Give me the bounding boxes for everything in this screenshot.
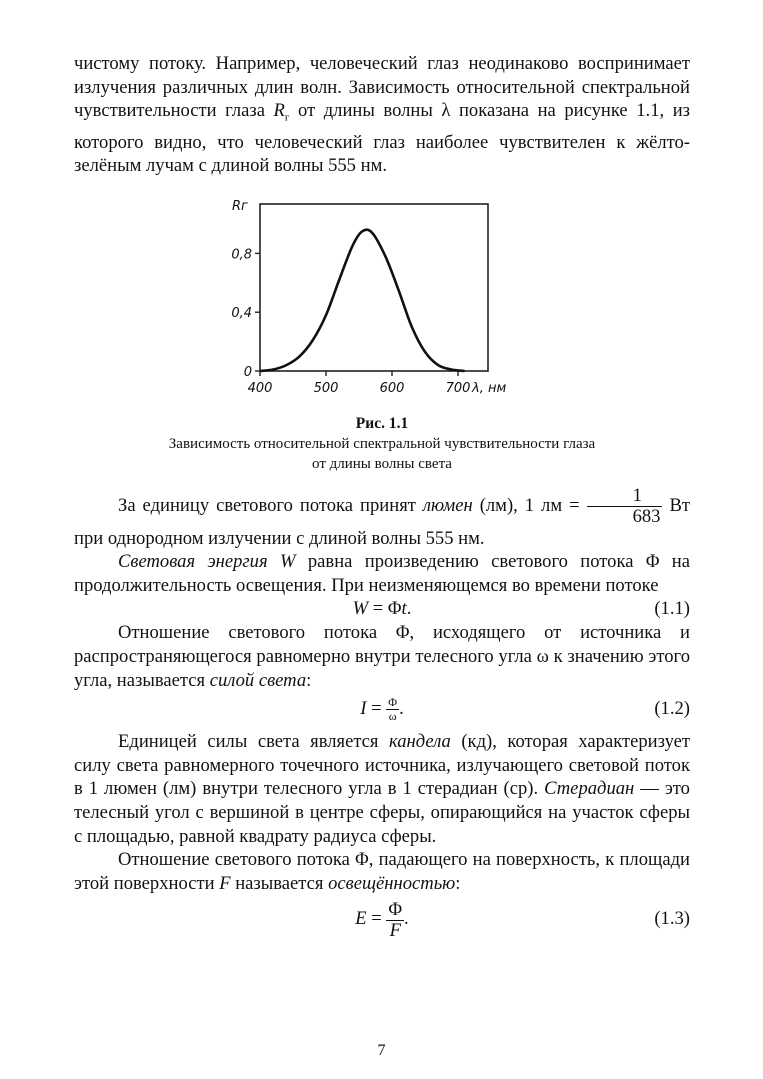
caption-title: Рис. 1.1: [355, 414, 409, 432]
symbol-R: R: [273, 100, 285, 122]
term-energy: Световая энергия: [118, 551, 268, 573]
paragraph-lumen-cont: при однородном излучении с длиной волны 555 нм.: [74, 527, 485, 549]
paragraph-intensity: Отношение светового потока Φ, исходящего от источника и распространяющегося равномерно внутри телесного угла ω к значению этого угла, называется силой света:: [74, 622, 690, 691]
illuminance-fraction: $\frac{\Phi}{F}$: [388, 898, 403, 941]
page-content: [74, 52, 690, 941]
paragraph-lumen: За единицу светового потока принят люмен (лм), 1 лм = $\frac{1}{683}$ Вт: [118, 484, 690, 527]
caption-line-1: Зависимость относительной спектральной чувствительности глаза: [168, 435, 596, 452]
formula-1-1: W = Φt. (1.1): [352, 598, 690, 620]
caption-line-2: от длины волны света: [312, 455, 452, 472]
term-steradian: Стерадиан: [544, 778, 635, 800]
x-tick-label: 400: [247, 380, 273, 396]
symbol-R-sub: г: [284, 111, 290, 124]
x-tick-label: 700: [445, 380, 471, 396]
equation-number: (1.1): [654, 598, 690, 620]
term-illuminance: освещённостью: [328, 872, 456, 894]
page-number: 7: [377, 1042, 386, 1059]
paragraph-energy: Световая энергия W равна произведению светового потока Φ на продолжительность освещения. При неизменяющемся во времени потоке: [74, 551, 691, 596]
figure-1-1: [74, 186, 690, 412]
formula-1-3: E = $\frac{\Phi}{F}$ . (1.3): [355, 898, 690, 941]
paragraph-illuminance: Отношение светового потока Φ, падающего на поверхность, к площади этой поверхности F называется освещённостью:: [74, 849, 690, 894]
equation-number: (1.3): [654, 908, 690, 930]
term-intensity: силой света: [209, 669, 307, 691]
x-axis-label: λ, нм: [472, 380, 507, 396]
formula-1-2: I = $\frac{\Phi}{\omega}$ . (1.2): [360, 695, 690, 724]
term-candela: кандела: [389, 731, 451, 753]
x-tick-label: 500: [313, 380, 339, 396]
lumen-fraction: $\frac{1}{683}$: [587, 486, 663, 527]
equation-number: (1.2): [654, 698, 690, 720]
sensitivity-curve: [260, 229, 465, 370]
paragraph-intro: чистому потоку. Например, человеческий глаз неодинаково воспринимает излучения различных длин волн. Зависимость относительной спектральной чувствительности глаза $R_г$ от длины волны λ показана на рисунке 1.1, из которого видно, что человеческий глаз наиболее чувствителен к жёлто-зелёным лучам с длиной волны 555 нм.: [74, 53, 690, 177]
sensitivity-chart: [224, 186, 534, 412]
x-tick-label: 600: [379, 380, 405, 396]
paragraph-candela: Единицей силы света является кандела (кд), которая характеризует силу света равномерного точечного источника, излучающего световой поток в 1 люмен (лм) внутри телесного угла в 1 стерадиан (ср). Стерадиан — это телесный угол с вершиной в центре сферы, опирающийся на участок сферы с площадью, равной квадрату радиуса сферы.: [74, 731, 690, 847]
intensity-fraction: $\frac{\Phi}{\omega}$: [388, 695, 398, 724]
term-lumen: люмен: [422, 494, 473, 516]
y-axis-label: Rг: [232, 198, 248, 214]
figure-caption: [74, 414, 690, 474]
y-tick-label: 0: [243, 364, 252, 380]
y-tick-label: 0,8: [231, 247, 252, 263]
plot-frame: [260, 204, 488, 371]
y-tick-label: 0,4: [231, 305, 252, 321]
